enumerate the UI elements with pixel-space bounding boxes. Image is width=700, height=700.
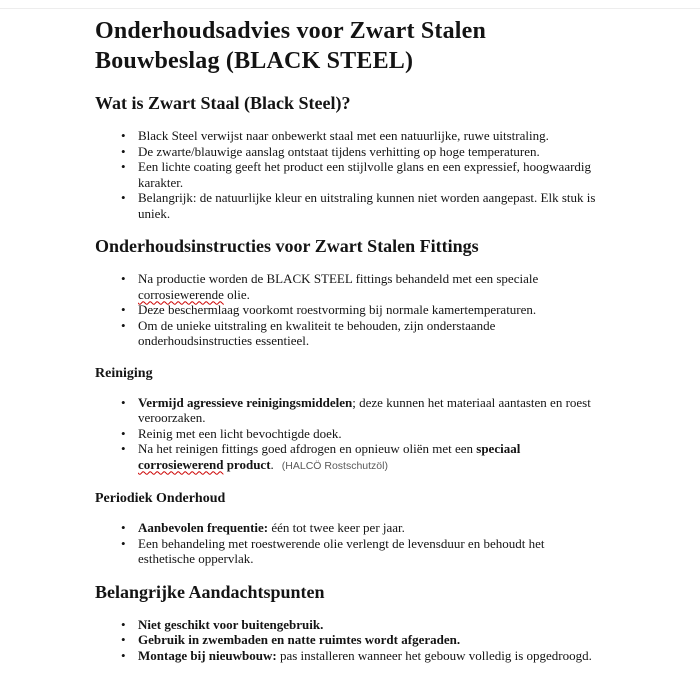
- list-black-steel-properties: [95, 128, 600, 221]
- list-item: [138, 632, 600, 648]
- text-segment: Black Steel verwijst naar onbewerkt staal met een natuurlijke, ruwe uitstraling.: [138, 128, 549, 143]
- misspelled-word: corrosiewerende: [138, 286, 224, 302]
- list-important-points: [95, 617, 600, 664]
- text-segment: Deze beschermlaag voorkomt roestvorming bij normale kamertemperaturen.: [138, 302, 537, 317]
- text-segment: speciaal: [476, 441, 521, 456]
- list-item: [138, 536, 600, 567]
- heading-periodic-maintenance: Periodiek Onderhoud: [95, 491, 226, 506]
- list-item: [138, 302, 600, 318]
- list-item: [138, 128, 600, 144]
- misspelled-word: corrosiewerend: [138, 456, 224, 472]
- list-item: [138, 441, 600, 474]
- text-segment: Gebruik in zwembaden en natte ruimtes wordt afgeraden.: [138, 632, 461, 647]
- heading-important-points: Belangrijke Aandachtspunten: [95, 581, 325, 602]
- text-segment: olie.: [223, 286, 250, 302]
- list-item: [138, 395, 600, 426]
- list-periodic-maintenance: [95, 520, 600, 567]
- text-segment: Belangrijk: de natuurlijke kleur en uitstraling kunnen niet worden aangepast. Elk stuk is uniek.: [138, 190, 596, 221]
- text-segment: pas installeren wanneer het gebouw volledig is opgedroogd.: [276, 647, 592, 663]
- text-segment: Niet geschikt voor buitengebruik.: [138, 616, 324, 632]
- list-item: [138, 159, 600, 190]
- text-segment: ; deze kunnen het materiaal aantasten en roest veroorzaken.: [138, 394, 591, 425]
- list-item: [138, 144, 600, 160]
- document-title: Onderhoudsadvies voor Zwart Stalen Bouwbeslag (BLACK STEEL): [95, 18, 487, 74]
- list-item: [138, 617, 600, 633]
- list-maintenance-general: [95, 271, 600, 349]
- list-item: [138, 190, 600, 221]
- text-segment: Aanbevolen frequentie:: [138, 520, 269, 535]
- list-cleaning: [95, 395, 600, 475]
- text-segment: De zwarte/blauwige aanslag ontstaat tijdens verhitting op hoge temperaturen.: [138, 143, 540, 159]
- text-segment: Een lichte coating geeft het product een stijlvolle glans en een expressief, hoogwaardig karakter.: [138, 159, 592, 190]
- text-segment: Reinig met een licht bevochtigde doek.: [138, 425, 342, 441]
- list-item: [138, 520, 600, 536]
- list-item: [138, 426, 600, 442]
- text-segment: product: [223, 456, 271, 472]
- list-item: [138, 271, 600, 302]
- text-segment: Na het reinigen fittings goed afdrogen en opnieuw oliën met een: [138, 441, 477, 456]
- text-segment: .: [270, 456, 274, 472]
- heading-what-is-black-steel: Wat is Zwart Staal (Black Steel)?: [95, 93, 351, 113]
- text-segment: één tot twee keer per jaar.: [268, 520, 405, 535]
- page-top-divider: [0, 8, 700, 9]
- text-segment: Vermijd agressieve reinigingsmiddelen: [138, 394, 353, 410]
- heading-cleaning: Reiniging: [95, 365, 153, 381]
- list-item: [138, 318, 600, 349]
- list-item: [138, 648, 600, 664]
- heading-maintenance-instructions: Onderhoudsinstructies voor Zwart Stalen Fittings: [95, 236, 479, 256]
- text-segment: Na productie worden de BLACK STEEL fittings behandeld met een speciale: [138, 271, 539, 286]
- text-segment: Montage bij nieuwbouw:: [138, 647, 277, 663]
- text-segment: Om de unieke uitstraling en kwaliteit te behouden, zijn onderstaande onderhoudsinstructies essentieel.: [138, 317, 496, 348]
- product-note: (HALCÖ Rostschutzöl): [281, 459, 388, 472]
- text-segment: Een behandeling met roestwerende olie verlengt de levensduur en behoudt het esthetische oppervlak.: [138, 535, 545, 566]
